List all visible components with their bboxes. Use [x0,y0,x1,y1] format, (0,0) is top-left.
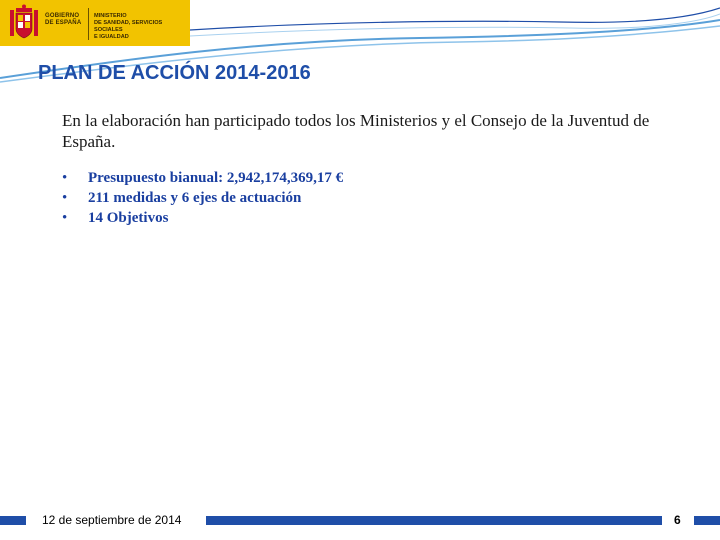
footer-bar-middle [206,516,662,525]
slide-title: PLAN DE ACCIÓN 2014-2016 [38,62,311,84]
intro-paragraph: En la elaboración han participado todos los Ministerios y el Consejo de la Juventud de España. [62,111,650,151]
ministry-line-3: E IGUALDAD [94,34,129,40]
page-number: 6 [670,512,685,528]
bullet-icon: • [62,210,68,226]
list-item [62,188,343,208]
footer-bar-left [0,516,26,525]
bullet-icon: • [62,190,68,206]
bullet-text: Presupuesto bianual: 2,942,174,369,17 € [88,170,344,186]
logo-divider [88,8,89,40]
coat-of-arms-icon [6,4,42,42]
gov-line-2: DE ESPAÑA [45,20,82,26]
government-name [45,13,85,27]
bullet-text: 14 Objetivos [88,210,169,226]
bullet-text: 211 medidas y 6 ejes de actuación [88,190,302,206]
government-logo [0,0,190,46]
gov-line-1: GOBIERNO [45,13,80,19]
footer-date: 12 de septiembre de 2014 [42,513,182,527]
list-item [62,168,343,188]
ministry-line-1: MINISTERIO [94,13,127,19]
ministry-line-2: DE SANIDAD, SERVICIOS SOCIALES [94,20,163,33]
list-item [62,208,343,228]
bullet-list [62,168,343,228]
ministry-name [94,13,190,41]
bullet-icon: • [62,170,68,186]
footer-bar-right [694,516,720,525]
